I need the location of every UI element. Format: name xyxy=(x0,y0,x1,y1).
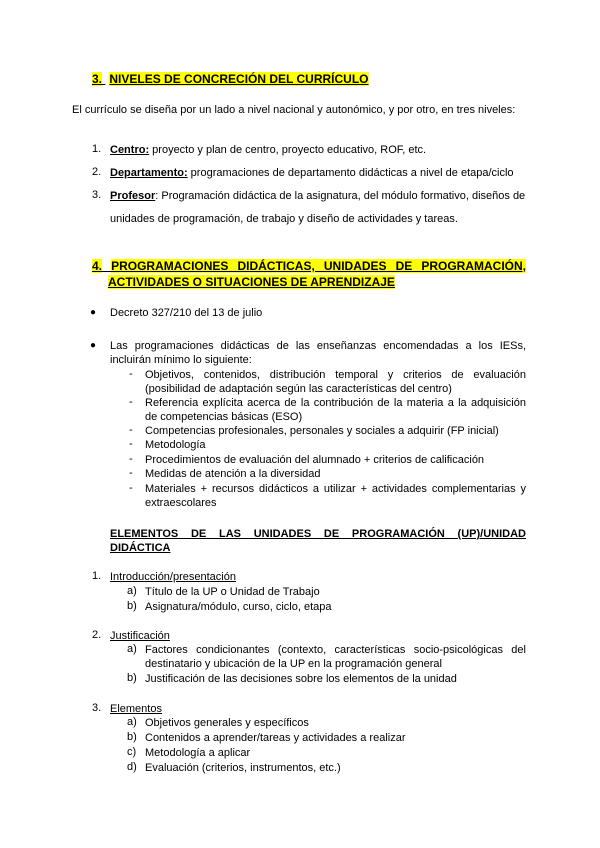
sub-item: Metodología a aplicar xyxy=(145,747,251,759)
list-item-line: (posibilidad de adaptación según las características del centro) xyxy=(145,383,452,395)
list-number: 2. xyxy=(92,166,102,178)
list-item: Procedimientos de evaluación del alumnado + criterios de calificación xyxy=(145,454,485,466)
level-term: Profesor xyxy=(110,190,156,202)
sub-item: Justificación de las decisiones sobre los elementos de la unidad xyxy=(145,673,457,685)
list-item-line: de competencias básicas (ESO) xyxy=(145,411,303,423)
list-number: 3. xyxy=(92,189,102,201)
level-term: Departamento: xyxy=(110,167,188,179)
list-number: 1. xyxy=(92,143,102,155)
section-3-title: NIVELES DE CONCRECIÓN DEL CURRÍCULO xyxy=(109,72,369,86)
list-item xyxy=(145,396,526,424)
bullet-programaciones xyxy=(110,339,526,367)
sub-letter: a) xyxy=(127,716,137,728)
list-item: Competencias profesionales, personales y sociales a adquirir (FP inicial) xyxy=(145,425,499,437)
sub-letter: a) xyxy=(127,643,137,655)
dash-icon: - xyxy=(129,424,133,436)
sub-letter: b) xyxy=(127,600,137,612)
list-item xyxy=(145,482,526,510)
section-3-heading xyxy=(92,72,369,87)
dash-icon: - xyxy=(129,453,133,465)
list-item-line: Referencia explícita acerca de la contribución de la materia a la adquisición xyxy=(145,397,526,409)
bullet-line: Las programaciones didácticas de las enseñanzas encomendadas a los IESs, xyxy=(110,340,526,352)
group-title: Elementos xyxy=(110,703,162,715)
sub-letter: b) xyxy=(127,672,137,684)
bullet-icon: ● xyxy=(90,340,97,351)
section-4-number: 4. xyxy=(92,259,103,273)
list-item-line: Materiales + recursos didácticos a utilizar + actividades complementarias y xyxy=(145,483,526,495)
elementos-heading-line2: DIDÁCTICA xyxy=(110,542,171,554)
section-3-intro: El currículo se diseña por un lado a nivel nacional y autonómico, y por otro, en tres niveles: xyxy=(72,104,516,116)
dash-icon: - xyxy=(129,482,133,494)
sub-letter: a) xyxy=(127,585,137,597)
sub-item: Objetivos generales y específicos xyxy=(145,717,309,729)
dash-icon: - xyxy=(129,368,133,380)
bullet-icon: ● xyxy=(90,307,97,318)
list-item: Medidas de atención a la diversidad xyxy=(145,468,321,480)
elementos-heading-line1: ELEMENTOS DE LAS UNIDADES DE PROGRAMACIÓN (UP)/UNIDAD xyxy=(110,528,526,540)
dash-icon: - xyxy=(129,396,133,408)
list-item xyxy=(110,166,514,180)
level-text: : Programación didáctica de la asignatura, del módulo formativo, diseños de xyxy=(155,190,526,202)
section-4-title-line1: PROGRAMACIONES DIDÁCTICAS, UNIDADES DE PROGRAMACIÓN, xyxy=(111,259,526,273)
list-item-line: Objetivos, contenidos, distribución temporal y criterios de evaluación xyxy=(145,369,526,381)
section-4-title-line2: ACTIVIDADES O SITUACIONES DE APRENDIZAJE xyxy=(108,275,395,289)
level-text: proyecto y plan de centro, proyecto educativo, ROF, etc. xyxy=(149,144,427,156)
level-term: Centro: xyxy=(110,144,150,156)
dash-icon: - xyxy=(129,467,133,479)
dash-icon: - xyxy=(129,438,133,450)
list-number: 1. xyxy=(92,570,102,582)
list-number: 3. xyxy=(92,702,102,714)
list-item xyxy=(110,143,426,157)
sub-item: Contenidos a aprender/tareas y actividades a realizar xyxy=(145,732,406,744)
sub-item-line: destinatario y ubicación de la UP en la programación general xyxy=(145,658,442,670)
list-number: 2. xyxy=(92,629,102,641)
sub-letter: c) xyxy=(127,746,137,758)
list-item-continuation: unidades de programación, de trabajo y diseño de actividades y tareas. xyxy=(110,213,458,225)
sub-item xyxy=(145,643,526,671)
bullet-line: incluirán mínimo lo siguiente: xyxy=(110,354,252,366)
sub-item-line: Factores condicionantes (contexto, características socio-psicológicas del xyxy=(145,644,526,656)
sub-item: Asignatura/módulo, curso, ciclo, etapa xyxy=(145,601,332,613)
sub-item: Evaluación (criterios, instrumentos, etc.) xyxy=(145,762,341,774)
level-text: programaciones de departamento didácticas a nivel de etapa/ciclo xyxy=(187,167,514,179)
list-item: Metodología xyxy=(145,439,206,451)
list-item-line: extraescolares xyxy=(145,497,217,509)
group-title: Justificación xyxy=(110,630,170,642)
sub-letter: b) xyxy=(127,731,137,743)
sub-letter: d) xyxy=(127,761,137,773)
list-item xyxy=(110,189,525,203)
elementos-heading xyxy=(110,527,526,555)
group-title: Introducción/presentación xyxy=(110,571,236,583)
section-4-heading xyxy=(92,259,526,290)
sub-item: Título de la UP o Unidad de Trabajo xyxy=(145,586,320,598)
section-3-number: 3. xyxy=(92,72,103,86)
bullet-decreto: Decreto 327/210 del 13 de julio xyxy=(110,307,263,319)
list-item xyxy=(145,368,526,396)
